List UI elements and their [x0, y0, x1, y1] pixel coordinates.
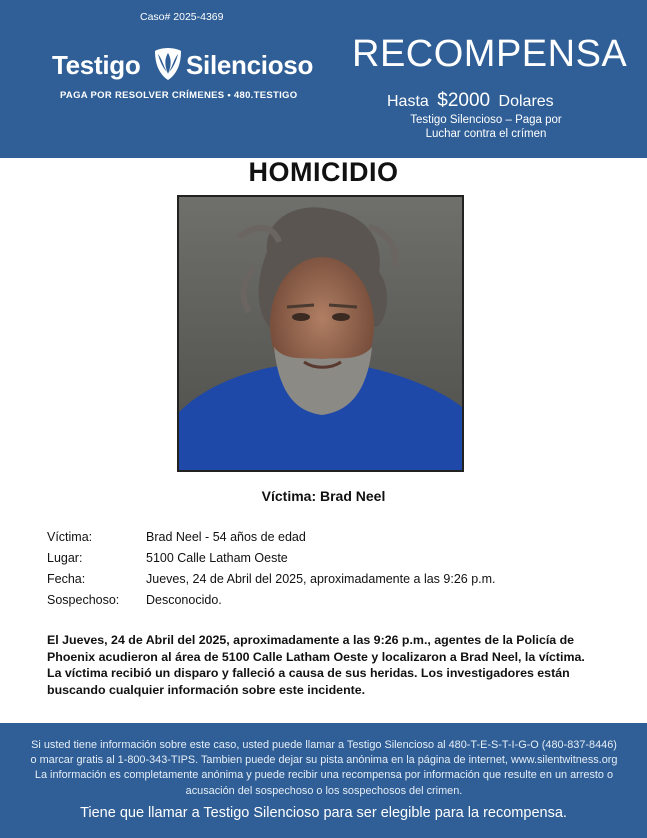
detail-value: 5100 Calle Latham Oeste — [146, 551, 288, 565]
victim-portrait-image — [179, 197, 462, 470]
shield-logo-icon — [152, 46, 184, 82]
logo-word-testigo: Testigo — [52, 50, 141, 80]
silent-witness-logo — [52, 50, 322, 84]
detail-label: Sospechoso: — [47, 593, 120, 607]
detail-value: Desconocido. — [146, 593, 222, 607]
incident-narrative: El Jueves, 24 de Abril del 2025, aproximadamente a las 9:26 p.m., agentes de la Policía de Phoenix acudieron al área de 5100 Calle Latham Oeste y localizaron a Brad Neel, la víctima. La víctima recibió un disparo y falleció a causa de sus heridas. Los investigadores están buscando cualquier información sobre este incidente. — [47, 633, 585, 697]
detail-value: Brad Neel - 54 años de edad — [146, 530, 306, 544]
logo-word-silencioso: Silencioso — [186, 50, 314, 80]
detail-value: Jueves, 24 de Abril del 2025, aproximadamente a las 9:26 p.m. — [146, 572, 496, 586]
footer-call-to-action: Tiene que llamar a Testigo Silencioso para ser elegible para la recompensa. — [80, 805, 567, 821]
detail-label: Lugar: — [47, 551, 83, 565]
amount-value: $2000 — [437, 90, 491, 111]
reward-title: RECOMPENSA — [352, 33, 628, 75]
pay-line-1: Testigo Silencioso – Paga por — [410, 114, 562, 126]
detail-label: Víctima: — [47, 530, 93, 544]
case-number: Caso# 2025-4369 — [140, 11, 224, 23]
logo-tagline: PAGA POR RESOLVER CRÍMENES • 480.TESTIGO — [60, 90, 298, 101]
photo-caption: Víctima: Brad Neel — [261, 488, 386, 504]
header-banner — [0, 0, 647, 158]
reward-amount — [387, 90, 554, 112]
crime-type-heading: HOMICIDIO — [248, 157, 399, 187]
amount-prefix: Hasta — [387, 93, 429, 110]
pay-line-2: Luchar contra el crímen — [425, 128, 547, 140]
detail-label: Fecha: — [47, 572, 86, 586]
pay-statement — [386, 113, 586, 141]
victim-photo — [177, 195, 464, 472]
footer-banner — [0, 723, 647, 838]
amount-suffix: Dolares — [498, 93, 554, 110]
footer-info: Si usted tiene información sobre este caso, usted puede llamar a Testigo Silencioso al 480-T-E-S-T-I-G-O (480-837-8446) o marcar gratis al 1-800-343-TIPS. Tambien puede dejar su pista anónima en la página de internet, www.silentwitness.org La información es completamente anónima y puede recibir una recompensa por información que resulte en un arresto o acusación del sospechoso o los sospechosos del crimen. — [30, 739, 618, 797]
